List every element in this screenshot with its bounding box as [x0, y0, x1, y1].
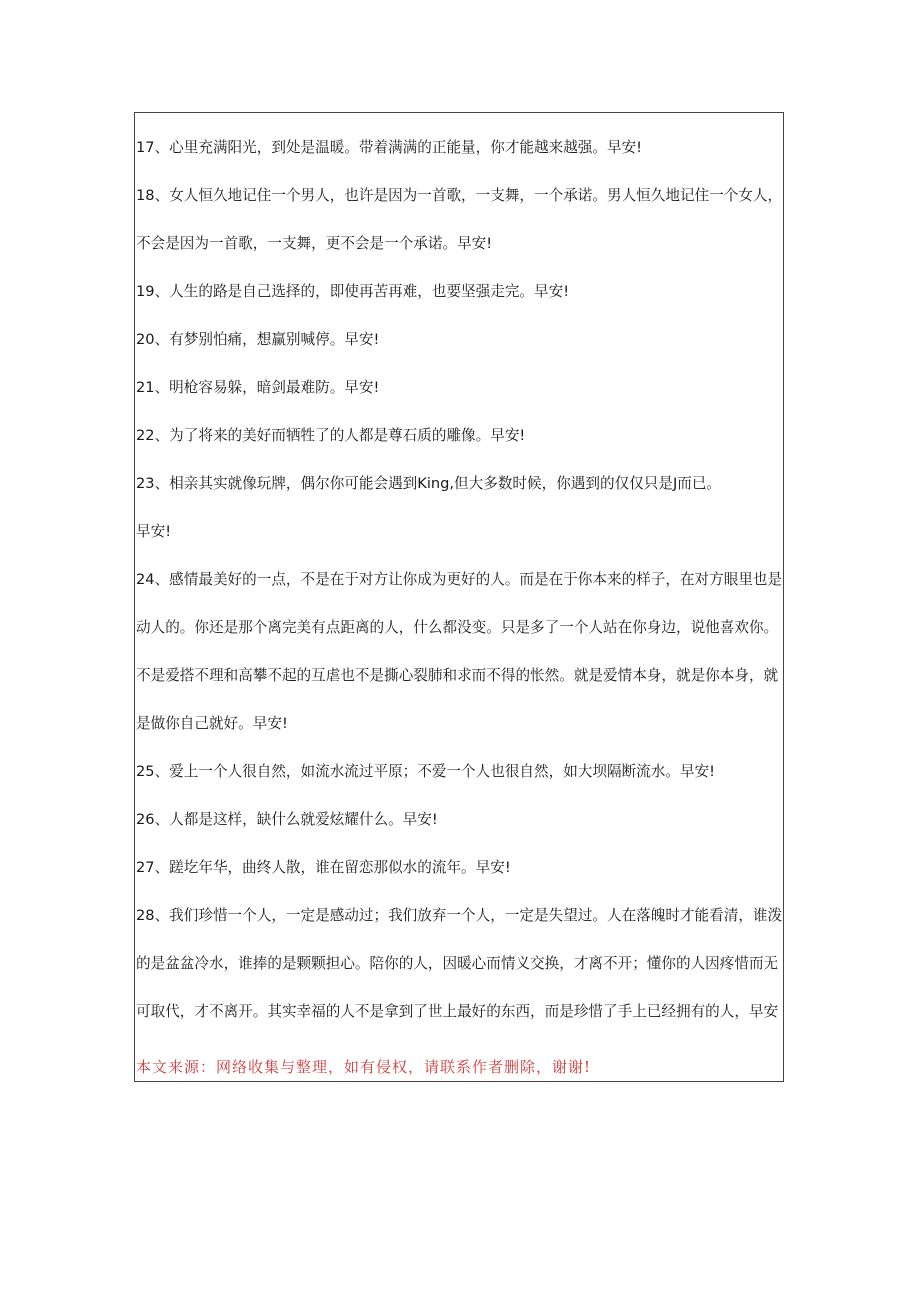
text-line: 可取代，才不离开。其实幸福的人不是拿到了世上最好的东西，而是珍惜了手上已经拥有的人，早安: [136, 1003, 779, 1020]
text-line: 19、人生的路是自己选择的，即使再苦再难，也要坚强走完。早安!: [136, 283, 570, 300]
text-line: 不会是因为一首歌，一支舞，更不会是一个承诺。早安!: [136, 235, 493, 252]
text-line: 26、人都是这样，缺什么就爱炫耀什么。早安!: [136, 811, 438, 828]
text-line: 17、心里充满阳光，到处是温暖。带着满满的正能量，你才能越来越强。早安!: [136, 139, 643, 156]
text-line: 22、为了将来的美好而牺牲了的人都是尊石质的雕像。早安!: [136, 427, 526, 444]
text-line: 28、我们珍惜一个人，一定是感动过；我们放弃一个人，一定是失望过。人在落魄时才能看清，谁泼: [136, 907, 783, 924]
text-line: 24、感情最美好的一点，不是在于对方让你成为更好的人。而是在于你本来的样子，在对方眼里也是: [136, 571, 783, 588]
text-line: 25、爱上一个人很自然，如流水流过平原；不爱一个人也很自然，如大坝隔断流水。早安!: [136, 763, 715, 780]
text-line: 23、相亲其实就像玩牌，偶尔你可能会遇到King,但大多数时候，你遇到的仅仅只是J而已。: [136, 475, 722, 492]
text-line: 27、蹉圪年华，曲终人散，谁在留恋那似水的流年。早安!: [136, 859, 511, 876]
text-line: 早安!: [136, 523, 172, 540]
text-line: 20、有梦别怕痛，想赢别喊停。早安!: [136, 331, 380, 348]
text-line: 21、明枪容易躲，暗剑最难防。早安!: [136, 379, 380, 396]
text-line: 不是爱搭不理和高攀不起的互虐也不是撕心裂肺和求而不得的怅然。就是爱情本身，就是你本身，就: [136, 667, 779, 684]
text-line: 的是盆盆冷水，谁捧的是颗颗担心。陪你的人，因暖心而情义交换，才离不开；懂你的人因疼惜而无: [136, 955, 779, 972]
source-note: 本文来源：网络收集与整理，如有侵权，请联系作者删除，谢谢!: [136, 1058, 592, 1076]
text-line: 动人的。你还是那个离完美有点距离的人，什么都没变。只是多了一个人站在你身边，说他喜欢你。: [136, 619, 779, 636]
document-body: [136, 124, 788, 1036]
text-line: 是做你自己就好。早安!: [136, 715, 288, 732]
text-line: 18、女人恒久地记住一个男人，也许是因为一首歌，一支舞，一个承诺。男人恒久地记住一个女人，: [136, 187, 783, 204]
